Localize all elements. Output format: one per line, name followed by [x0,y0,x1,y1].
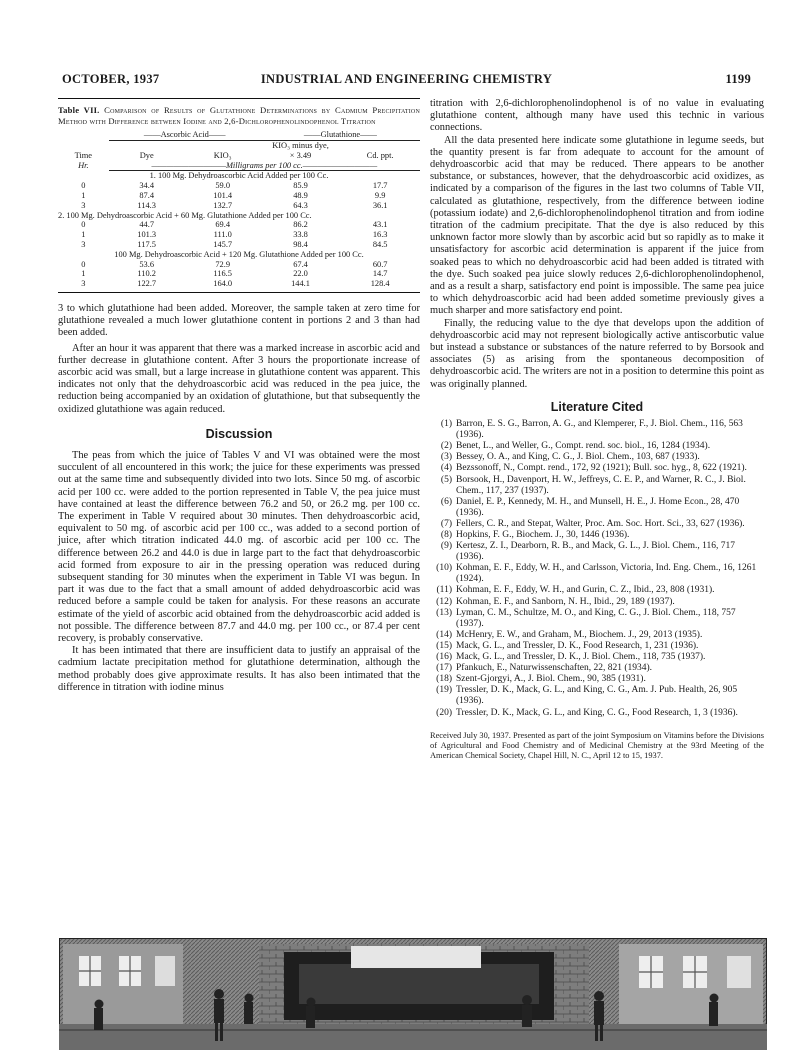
literature-cited-heading: Literature Cited [550,399,644,414]
table-row: 1 87.4 101.4 48.9 9.9 [81,190,386,200]
reference-item: (13) Lyman, C. M., Schultze, M. O., and King, C. G., J. Biol. Chem., 118, 757 (1937). [436,607,736,629]
reference-item: (1) Barron, E. S. G., Barron, A. G., and Klemperer, F., J. Biol. Chem., 116, 563 (1936). [440,419,743,441]
reference-item: (12) Kohman, E. F., and Sanborn, N. H., Ibid., 29, 189 (1937). [436,596,675,607]
reference-item: (14) McHenry, E. W., and Graham, M., Biochem. J., 29, 2013 (1935). [436,629,703,640]
reference-item: (7) Fellers, C. R., and Stepat, Walter, Proc. Am. Soc. Hort. Sci., 33, 627 (1936). [440,518,745,529]
received-note: Received July 30, 1937. Presented as part of the joint Symposium on Vitamins before the Divisions of Agricultural and Food Chemistry and of Medicinal Chemistry at the 93rd Meeting of the American Chemical Society, Chapel Hill, N. C., April 12 to 15, 1937. [430,730,764,761]
right-column [430,98,764,761]
header-glutathione-group: ——Glutathione—— [261,130,420,140]
table-row: 1 110.2 116.5 22.0 14.7 [81,269,388,279]
discussion-paragraph-1: The peas from which the juice of Tables V and VI was obtained were the most succulent of all encountered in this work; the juice for these experiments was pressed out at the same time and subsequently divided into two lots. Since 50 mg. of ascorbic acid per 100 cc. were added to the portion represented in Table V, the pea juice must have contained at least the difference between 76.2 and 50, or 26.2 mg. per 100 cc. The experiment in Table V required about 30 minutes. Then dehydroascorbic acid, equivalent to 50 mg. of ascorbic acid per 100 cc., was added to a second portion of juice, after which titration indicated 44.0 mg. of ascorbic acid per 100 cc. The difference between 26.2 and 44.0 is due in large part to the fact that dehydroascorbic acid formed from exposure to air in the pressing operation was reduced during subsequent standing for 30 minutes when the experiment in Table VI was begun. In part it was due to the fact that a small amount of added dehydroascorbic acid was reduced before a sample could be taken for analysis. For these reasons an accurate estimate of the yield of ascorbic acid obtained from the dehydroascorbic acid added is not possible. The difference between 87.7 and 44.0 mg. per 100 cc., or 87.4 per cent recovery, is probably conservative. [58,449,420,645]
reference-item: (6) Daniel, E. P., Kennedy, M. H., and Munsell, H. E., J. Home Econ., 28, 470 (1936). [440,496,740,518]
table-row: 3 122.7 164.0 144.1 128.4 [81,279,390,289]
col-dye: Dye [139,150,154,160]
header-ascorbic-group: ——Ascorbic Acid—— [109,130,261,140]
table-bottom-rule [58,292,420,293]
right-paragraph-3: Finally, the reducing value to the dye that develops upon the addition of dehydroascorbic acid may not represent biologically active antiscorbutic value but instead a substance or substances of the nature referred to by Borsook and associates (5) as arising from the spontaneous decomposition of dehydroascorbic acid. The writers are not in a position to determine this point as was originally planned. [430,317,764,390]
right-paragraph-1: titration with 2,6-dichlorophenolindophenol is of no value in evaluating glutathione content, although many have used this technic in various connections. [430,98,764,134]
section-2-title: 2. 100 Mg. Dehydroascorbic Acid + 60 Mg. Glutathione Added per 100 Cc. [58,210,312,220]
reference-item: (19) Tressler, D. K., Mack, G. L., and King, C. G., Am. J. Pub. Health, 26, 905 (1936). [436,685,738,707]
reference-item: (20) Tressler, D. K., Mack, G. L., and King, C. G., Food Research, 1, 3 (1936). [436,707,738,718]
discussion-heading: Discussion [205,426,273,441]
header-page-number: 1199 [725,72,751,86]
reference-item: (16) Mack, G. L., and Tressler, D. K., J. Biol. Chem., 118, 735 (1937). [436,652,706,663]
header-date: OCTOBER, 1937 [62,72,160,86]
table-row: 3 117.5 145.7 98.4 84.5 [81,239,388,249]
col-kio3: KIO₃ [213,150,232,160]
reference-item: (4) Bezssonoff, N., Compt. rend., 172, 92 (1921); Bull. soc. hyg., 8, 622 (1921). [440,463,747,474]
unit-time: Hr. [78,160,89,170]
table-caption [58,105,420,126]
reference-item: (2) Benet, L., and Weller, G., Compt. rend. soc. biol., 16, 1284 (1934). [440,441,711,452]
table-row: 1 101.3 111.0 33.8 16.3 [81,230,388,240]
reference-item: (8) Hopkins, F. G., Biochem. J., 30, 1446 (1936). [440,530,630,541]
running-header [62,72,751,90]
table-row: 0 44.7 69.4 86.2 43.1 [81,220,388,230]
col-kio3-minus-factor: × 3.49 [289,150,312,160]
table-row: 0 53.6 72.9 67.4 60.7 [81,259,388,269]
factory-illustration [59,938,767,1050]
discussion-paragraph-2: It has been intimated that there are insufficient data to justify an appraisal of the cadmium lactate precipitation method for glutathione determination, although the method probably does give approximate results. It has also been intimated that the difference in titration with iodine minus [58,645,420,693]
table-row: 3 114.3 132.7 64.3 36.1 [81,200,388,210]
table-caption-text: Comparison of Results of Glutathione Determinations by Cadmium Precipitation Method with Difference between Iodine and 2,6-Dichlorophenolindophenol Titration [58,105,420,126]
table-label: Table VII. [58,105,100,115]
reference-item: (10) Kohman, E. F., Eddy, W. H., and Carlsson, Victoria, Ind. Eng. Chem., 16, 1261 (1924). [436,563,757,585]
reference-item: (18) Szent-Gjorgyi, A., J. Biol. Chem., 90, 385 (1931). [436,674,646,685]
reference-item: (17) Pfankuch, E., Naturwissenschaften, 22, 821 (1934). [436,663,653,674]
col-kio3-minus: KIO₃ minus dye, [272,140,329,150]
right-paragraph-2: All the data presented here indicate some glutathione in legume seeds, but the quantity present is far from adequate to account for the amount of dehydroascorbic acid that may be reduced. There appears to be another substance, or substances, however, that the dehydroascorbic acid oxidizes, as indicated by a comparison of the figures in the last two columns of Table VII, calculated as glutathione, respectively, from the difference between iodine (potassium iodate) and 2,6-dichlorophenolindophenol titration and from iodine titration of the cadmium precipitate. That the dye is also reduced by this unknown factor more slowly than by ascorbic acid but so rapidly as to make it unsatisfactory for ascorbic acid determination is apparent if the juice from soaked peas to which no dehydroascorbic acid had been added is titrated with the dye. Such soaked pea juice slowly reduces 2,6-dichlorophenolindophenol, and as a result a sharp, satisfactory end point is impossible. The same pea juice to which dehydroascorbic acid had been added sometime previously gives a much sharper and more satisfactory end point. [430,134,764,317]
reference-item: (9) Kertesz, Z. I., Dearborn, R. B., and Mack, G. L., J. Biol. Chem., 116, 717 (1936). [440,541,736,563]
unit-milligrams: ——————————Milligrams per 100 cc.—————————— [109,161,420,171]
left-paragraph-2: After an hour it was apparent that there was a marked increase in ascorbic acid and further decrease in glutathione content. After 3 hours the proportionate increase of ascorbic acid was small, but a large increase in glutathione content was apparent. This indicates not only that the dehydroascorbic acid was reduced in the pea juice, the reduction being accompanied by an oxidation of glutathione, but that subsequently the oxidized glutathione was again reduced. [58,342,420,415]
col-time: Time [74,150,93,160]
table-row: 0 34.4 59.0 85.9 17.7 [81,181,388,191]
reference-item: (11) Kohman, E. F., Eddy, W. H., and Gurin, C. Z., Ibid., 23, 808 (1931). [436,585,715,596]
header-journal: INDUSTRIAL AND ENGINEERING CHEMISTRY [260,72,553,86]
left-column [58,98,420,694]
reference-item: (3) Bessey, O. A., and King, C. G., J. Biol. Chem., 103, 687 (1933). [440,452,700,463]
reference-item: (5) Borsook, H., Davenport, H. W., Jeffreys, C. E. P., and Warner, R. C., J. Biol. Chem., 117, 237 (1937). [440,474,746,496]
group-glutathione-label: Glutathione [320,130,361,140]
table-top-rule [58,98,420,99]
left-paragraph-1: 3 to which glutathione had been added. Moreover, the sample taken at zero time for glutathione revealed a much lower glutathione content in portions 2 and 3 than had been added. [58,302,420,339]
section-1-title: 1. 100 Mg. Dehydroascorbic Acid Added per 100 Cc. [149,171,329,181]
section-3-title: 100 Mg. Dehydroascorbic Acid + 120 Mg. Glutathione Added per 100 Cc. [114,249,364,259]
col-cd-ppt: Cd. ppt. [366,150,394,160]
references-list [430,419,764,719]
group-ascorbic-label: Ascorbic Acid [160,130,209,140]
reference-item: (15) Mack, G. L., and Tressler, D. K., Food Research, 1, 231 (1936). [436,640,699,651]
table-vii [58,130,420,289]
